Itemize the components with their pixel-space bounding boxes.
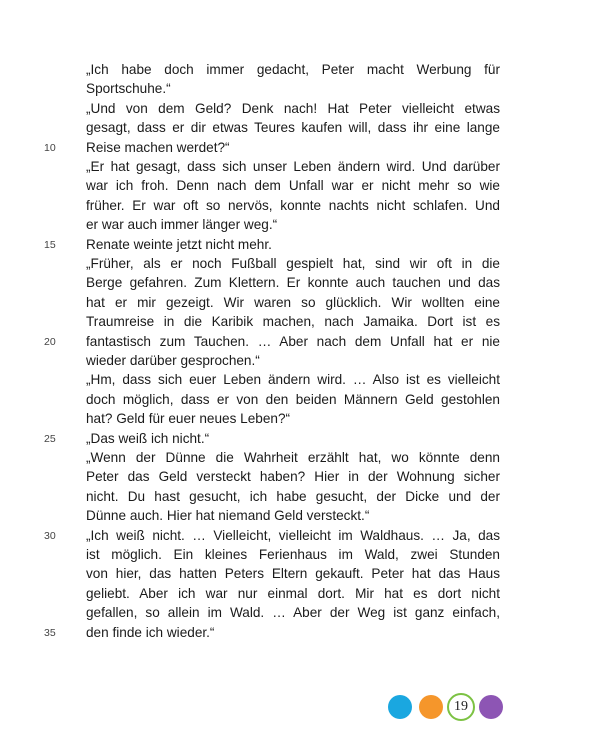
text-line: „Ich habe doch immer gedacht, Peter macht Werbung für bbox=[86, 62, 500, 77]
orange-circle-marker bbox=[419, 695, 443, 719]
text-line: wieder darüber gesprochen.“ bbox=[86, 353, 260, 368]
text-line: doch möglich, dass er von den beiden Männern Geld gestohlen bbox=[86, 391, 500, 407]
text-line: Dünne auch. Hier hat niemand Geld versteckt.“ bbox=[86, 508, 370, 524]
text-line: Traumreise in die Karibik machen, nach Jamaika. Dort ist es bbox=[86, 314, 500, 330]
text-line: „Das weiß ich nicht.“ bbox=[86, 430, 210, 446]
text-line: von hier, das hatten Peters Eltern gekauft. Peter hat das Haus bbox=[86, 566, 500, 582]
text-line: hat? Geld für euer neues Leben?“ bbox=[86, 411, 291, 427]
text-line: Reise machen werdet?“ bbox=[86, 139, 230, 155]
text-line: „Wenn der Dünne die Wahrheit erzählt hat, wo könnte denn bbox=[86, 450, 500, 465]
text-line: geliebt. Aber ich war nur einmal dort. Mir hat es dort nicht bbox=[86, 585, 500, 601]
text-line: hat er mir gezeigt. Wir waren so glücklich. Wir wollten eine bbox=[86, 294, 500, 310]
text-line: „Ich weiß nicht. … Vielleicht, vielleicht im Waldhaus. … Ja, das bbox=[86, 527, 500, 543]
text-line: gesagt, dass er dir etwas Teures kaufen will, dass ihr eine lange bbox=[86, 120, 500, 136]
text-line: Renate weinte jetzt nicht mehr. bbox=[86, 236, 272, 252]
text-line: war ich froh. Denn nach dem Unfall war er nicht mehr so wie bbox=[86, 178, 500, 194]
text-line: Berge gefahren. Zum Klettern. Er konnte auch tauchen und das bbox=[86, 275, 500, 291]
purple-circle-marker bbox=[479, 695, 503, 719]
page-number: 19 bbox=[447, 693, 475, 721]
text-line: er war auch immer länger weg.“ bbox=[86, 217, 278, 233]
text-line: gefallen, so allein im Wald. … Aber der Weg ist ganz einfach, bbox=[86, 605, 500, 621]
text-line: früher. Er war oft so nervös, konnte nachts nicht schlafen. Und bbox=[86, 197, 500, 213]
text-line: Peter das Geld versteckt haben? Hier in der Wohnung sicher bbox=[86, 469, 500, 485]
line-number: 15 bbox=[44, 238, 56, 251]
line-number: 30 bbox=[44, 529, 56, 542]
line-number: 20 bbox=[44, 335, 56, 348]
text-line: „Hm, dass sich euer Leben ändern wird. … Also ist es vielleicht bbox=[86, 372, 500, 388]
text-line: ist möglich. Ein kleines Ferienhaus im Wald, zwei Stunden bbox=[86, 547, 500, 562]
line-number: 10 bbox=[44, 141, 56, 154]
text-line: nicht. Du hast gesucht, ich habe gesucht, der Dicke und der bbox=[86, 488, 500, 504]
text-line: „Früher, als er noch Fußball gespielt hat, sind wir oft in die bbox=[86, 256, 500, 271]
page-footer-markers bbox=[388, 695, 500, 721]
text-line: „Und von dem Geld? Denk nach! Hat Peter vielleicht etwas bbox=[86, 100, 500, 116]
text-line: „Er hat gesagt, dass sich unser Leben ändern wird. Und darüber bbox=[86, 159, 500, 174]
text-line: fantastisch zum Tauchen. … Aber nach dem Unfall hat er nie bbox=[86, 333, 500, 349]
line-number: 25 bbox=[44, 432, 56, 445]
blue-circle-marker bbox=[388, 695, 412, 719]
text-line: den finde ich wieder.“ bbox=[86, 624, 215, 640]
text-line: Sportschuhe.“ bbox=[86, 81, 171, 97]
line-number: 35 bbox=[44, 626, 56, 639]
